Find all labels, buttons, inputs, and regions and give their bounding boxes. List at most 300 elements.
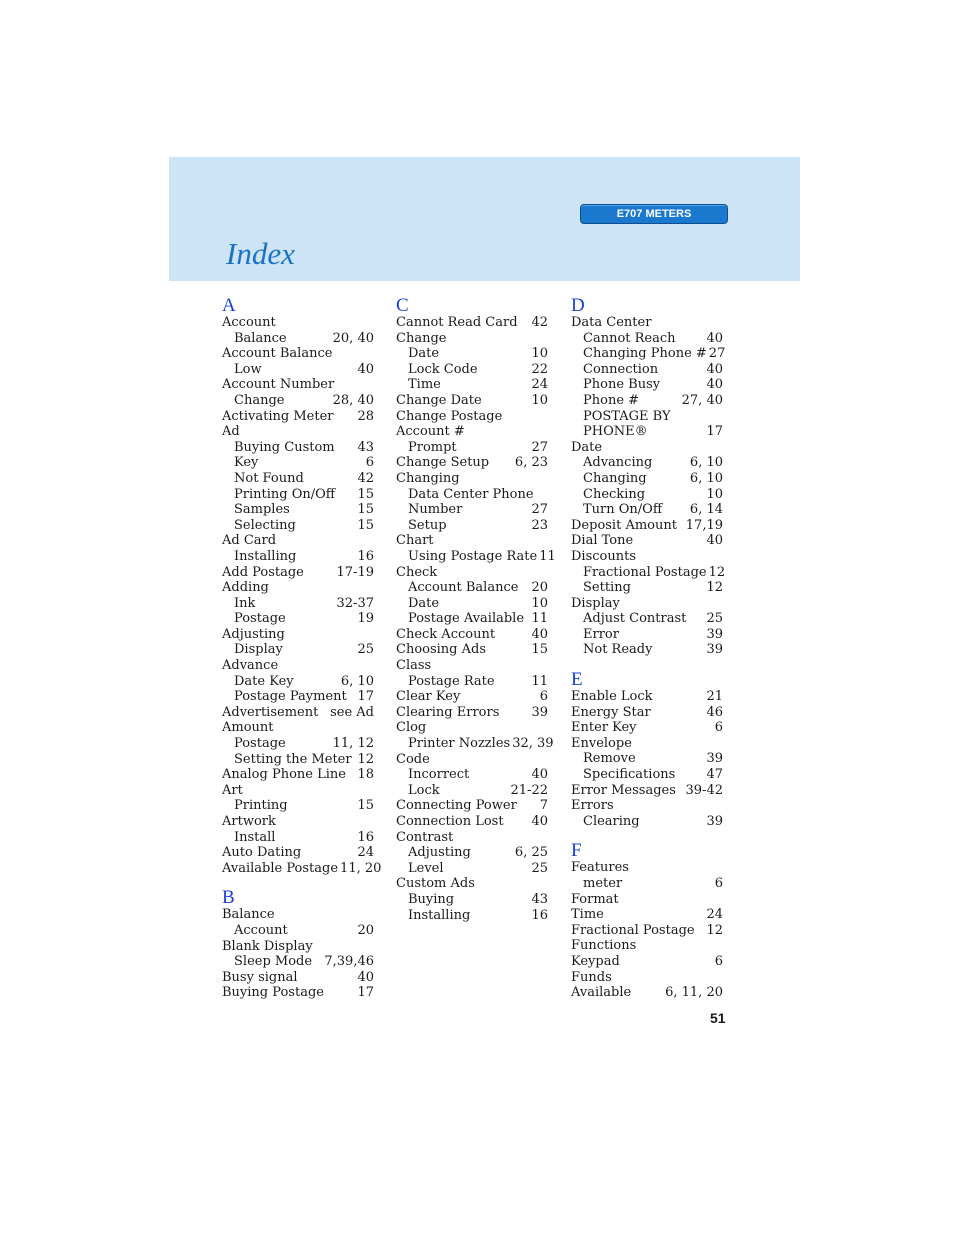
entry-page-ref: 16 xyxy=(357,829,374,845)
entry-page-ref: 7 xyxy=(539,798,548,814)
entry-term: Printer Nozzles xyxy=(408,736,511,752)
entry-page-ref: 11 xyxy=(539,548,556,564)
index-entry xyxy=(396,658,548,674)
index-entry xyxy=(222,970,374,986)
index-subentry xyxy=(396,487,548,503)
index-subentry xyxy=(396,440,548,456)
entry-page-ref: 20, 40 xyxy=(332,330,374,346)
entry-term: Balance xyxy=(234,330,287,346)
entry-term: Chart xyxy=(396,533,434,549)
entry-term: Postage Payment xyxy=(234,689,347,705)
index-entry xyxy=(396,565,548,581)
entry-page-ref xyxy=(372,315,374,331)
entry-page-ref: 40 xyxy=(706,330,723,346)
entry-term: Installing xyxy=(234,548,297,564)
entry-page-ref xyxy=(721,860,723,876)
entry-page-ref: 39 xyxy=(706,813,723,829)
section-letter: B xyxy=(222,887,235,909)
entry-page-ref: 12 xyxy=(706,580,723,596)
index-subentry xyxy=(571,331,723,347)
index-entry xyxy=(571,549,723,565)
index-entry xyxy=(571,689,723,705)
index-subentry xyxy=(396,362,548,378)
index-subentry xyxy=(222,689,374,705)
index-subentry xyxy=(222,440,374,456)
entry-term: Envelope xyxy=(571,735,632,751)
entry-term: Postage xyxy=(234,736,286,752)
index-entry xyxy=(222,658,374,674)
entry-page-ref: 15 xyxy=(357,517,374,533)
entry-term: Using Postage Rate xyxy=(408,548,538,564)
entry-term: Errors xyxy=(571,798,614,814)
index-entry xyxy=(222,907,374,923)
index-entry xyxy=(571,720,723,736)
entry-term: Analog Phone Line xyxy=(222,767,346,783)
entry-term: Advancing xyxy=(583,455,653,471)
index-entry xyxy=(571,860,723,876)
index-subentry xyxy=(396,892,548,908)
entry-term: Blank Display xyxy=(222,938,313,954)
entry-page-ref: 17 xyxy=(706,424,723,440)
entry-term: Ad Card xyxy=(222,533,277,549)
entry-page-ref xyxy=(546,565,548,581)
entry-term: Account xyxy=(234,922,288,938)
entry-page-ref xyxy=(372,907,374,923)
index-entry xyxy=(396,720,548,736)
entry-page-ref: 6 xyxy=(714,876,723,891)
entry-page-ref: 40 xyxy=(706,361,723,377)
entry-term: Cannot Reach xyxy=(583,330,676,346)
entry-term: Turn On/Off xyxy=(583,502,663,518)
entry-page-ref: 6 xyxy=(714,953,723,969)
index-subentry xyxy=(222,642,374,658)
entry-term: Adjusting xyxy=(408,845,471,861)
index-subentry xyxy=(571,362,723,378)
entry-term: Time xyxy=(571,907,604,923)
entry-term: meter xyxy=(583,876,623,891)
entry-page-ref: 28 xyxy=(357,408,374,424)
index-subentry xyxy=(396,908,548,924)
entry-page-ref: 25 xyxy=(706,611,723,627)
index-entry xyxy=(222,346,374,362)
entry-term: Clearing Errors xyxy=(396,704,500,720)
entry-page-ref: 12 xyxy=(357,751,374,767)
entry-page-ref: 39 xyxy=(706,751,723,767)
section-letter: D xyxy=(571,295,585,316)
entry-term: Format xyxy=(571,891,619,907)
index-subentry xyxy=(571,580,723,596)
entry-page-ref: 6, 14 xyxy=(689,502,723,518)
entry-page-ref: 27, 40 xyxy=(681,392,723,408)
index-entry xyxy=(396,455,548,471)
entry-term: Energy Star xyxy=(571,704,651,720)
entry-page-ref: 28, 40 xyxy=(332,392,374,408)
entry-page-ref xyxy=(546,830,548,846)
section-letter: E xyxy=(571,669,583,691)
entry-term: Key xyxy=(234,455,259,471)
index-subentry xyxy=(222,518,374,534)
entry-page-ref xyxy=(372,658,374,674)
entry-page-ref xyxy=(546,424,548,440)
entry-page-ref: 6, 10 xyxy=(689,455,723,471)
entry-page-ref: 17 xyxy=(357,985,374,1001)
index-entry xyxy=(396,627,548,643)
entry-term: Phone Busy xyxy=(583,377,661,393)
index-entry xyxy=(222,377,374,393)
entry-term: Adjust Contrast xyxy=(583,611,687,627)
index-subentry xyxy=(571,377,723,393)
index-entry xyxy=(571,938,723,954)
index-entry xyxy=(571,954,723,970)
entry-term: Date Key xyxy=(234,673,294,689)
entry-term: Time xyxy=(408,377,441,393)
entry-term: Adjusting xyxy=(222,626,285,642)
entry-page-ref: 15 xyxy=(357,798,374,814)
entry-page-ref: 47 xyxy=(706,767,723,783)
index-entry xyxy=(571,798,723,814)
index-entry xyxy=(396,705,548,721)
entry-page-ref: 7,39,46 xyxy=(324,954,374,970)
entry-term: Choosing Ads xyxy=(396,642,487,658)
entry-term: Discounts xyxy=(571,548,636,564)
product-badge: E707 METERS xyxy=(580,204,728,224)
entry-term: Advertisement xyxy=(222,704,319,720)
index-entry xyxy=(222,720,374,736)
index-subentry xyxy=(222,674,374,690)
index-entry xyxy=(396,471,548,487)
entry-page-ref: 12 xyxy=(708,564,726,580)
entry-page-ref xyxy=(372,814,374,830)
index-subentry xyxy=(222,596,374,612)
entry-page-ref: 43 xyxy=(531,891,548,907)
entry-term: Date xyxy=(408,595,440,611)
index-subentry xyxy=(396,736,554,752)
entry-term: Keypad xyxy=(571,953,620,969)
index-entry xyxy=(396,689,548,705)
entry-term: Add Postage xyxy=(222,564,304,580)
entry-term: Lock xyxy=(408,782,440,798)
index-subentry xyxy=(571,627,723,643)
entry-term: Dial Tone xyxy=(571,533,634,549)
entry-page-ref: 39-42 xyxy=(685,782,723,798)
entry-page-ref: 11, 20 xyxy=(340,860,382,876)
entry-term: Contrast xyxy=(396,829,454,845)
entry-page-ref: 20 xyxy=(357,922,374,938)
entry-page-ref: 20 xyxy=(531,580,548,596)
index-entry xyxy=(396,331,548,347)
entry-term: Deposit Amount xyxy=(571,517,677,533)
index-entry xyxy=(571,970,723,986)
entry-term: Auto Dating xyxy=(222,845,302,861)
index-subentry xyxy=(571,876,723,892)
entry-term: Printing On/Off xyxy=(234,486,336,502)
entry-term: Low xyxy=(234,361,262,377)
entry-term: Changing xyxy=(583,470,647,486)
index-entry xyxy=(222,767,374,783)
entry-page-ref: 21-22 xyxy=(510,782,548,798)
entry-term: Busy signal xyxy=(222,969,298,985)
entry-term: Buying Custom xyxy=(234,439,335,455)
index-subentry xyxy=(222,331,374,347)
entry-page-ref xyxy=(372,720,374,736)
entry-page-ref: 6, 10 xyxy=(340,673,374,689)
entry-term: Account xyxy=(222,315,276,330)
entry-page-ref xyxy=(546,487,548,503)
index-subentry xyxy=(222,393,374,409)
index-subentry xyxy=(571,611,723,627)
entry-term: Error Messages xyxy=(571,782,676,798)
index-subentry xyxy=(396,346,548,362)
index-entry xyxy=(396,533,548,549)
index-entry xyxy=(571,440,723,456)
index-entry xyxy=(396,424,548,440)
section-letter: C xyxy=(396,295,409,316)
entry-term: Incorrect xyxy=(408,767,470,783)
index-subentry xyxy=(571,564,726,581)
entry-page-ref xyxy=(721,409,723,425)
index-subentry xyxy=(571,346,726,362)
index-subentry xyxy=(396,767,548,783)
index-subentry xyxy=(396,518,548,534)
entry-term: Postage Available xyxy=(408,611,525,627)
index-entry xyxy=(571,783,723,799)
index-subentry xyxy=(222,455,374,471)
entry-term: Custom Ads xyxy=(396,876,475,892)
entry-page-ref: 6 xyxy=(539,689,548,705)
entry-term: Funds xyxy=(571,969,612,985)
entry-page-ref: 40 xyxy=(531,814,548,829)
index-entry xyxy=(396,315,548,331)
entry-term: Display xyxy=(234,642,283,658)
index-entry xyxy=(222,565,374,581)
entry-page-ref xyxy=(546,752,548,768)
entry-term: Buying xyxy=(408,891,455,907)
index-subentry xyxy=(222,736,374,752)
index-subentry xyxy=(396,596,548,612)
entry-page-ref xyxy=(546,331,548,347)
entry-term: Account Balance xyxy=(222,346,333,362)
entry-term: Specifications xyxy=(583,767,676,783)
entry-page-ref: 40 xyxy=(531,626,548,642)
index-entry xyxy=(222,424,374,440)
index-subentry xyxy=(571,642,723,658)
entry-page-ref xyxy=(372,627,374,643)
page-number: 51 xyxy=(710,1010,726,1026)
entry-term: Prompt xyxy=(408,439,457,455)
index-entry xyxy=(571,315,723,331)
entry-page-ref: 19 xyxy=(357,611,374,627)
index-entry xyxy=(222,705,374,721)
entry-term: Enter Key xyxy=(571,720,637,736)
entry-page-ref: 40 xyxy=(357,969,374,985)
entry-term: Account # xyxy=(396,424,465,440)
entry-page-ref: 6, 23 xyxy=(514,455,548,471)
index-entry xyxy=(396,642,548,658)
entry-page-ref: 39 xyxy=(706,626,723,642)
entry-term: Art xyxy=(222,782,243,798)
index-entry xyxy=(571,985,723,1001)
entry-term: Clear Key xyxy=(396,689,461,705)
index-subentry xyxy=(222,798,374,814)
entry-term: Fractional Postage xyxy=(583,564,707,580)
entry-page-ref: 15 xyxy=(531,642,548,658)
index-entry xyxy=(222,814,374,830)
index-subentry xyxy=(222,502,374,518)
entry-term: Amount xyxy=(222,720,274,736)
entry-page-ref: 15 xyxy=(357,502,374,518)
entry-page-ref: 43 xyxy=(357,439,374,455)
entry-term: Adding xyxy=(222,580,269,596)
entry-term: Clearing xyxy=(583,813,640,829)
index-subentry xyxy=(222,549,374,565)
entry-page-ref xyxy=(721,970,723,986)
entry-term: Error xyxy=(583,626,619,642)
entry-page-ref: 12 xyxy=(706,922,723,938)
index-column-1 xyxy=(222,295,382,1001)
index-entry xyxy=(396,409,548,425)
entry-term: Advance xyxy=(222,658,279,674)
entry-term: Checking xyxy=(583,486,646,502)
index-subentry xyxy=(571,814,723,830)
entry-page-ref: 11 xyxy=(531,673,548,689)
index-entry xyxy=(222,845,374,861)
index-subentry xyxy=(222,471,374,487)
entry-page-ref: 40 xyxy=(357,361,374,377)
entry-page-ref xyxy=(372,580,374,596)
entry-page-ref: 40 xyxy=(706,377,723,393)
entry-term: Change Date xyxy=(396,392,482,408)
entry-page-ref: 42 xyxy=(357,470,374,486)
index-entry xyxy=(571,892,723,908)
entry-page-ref xyxy=(546,471,548,487)
entry-page-ref: 17,19 xyxy=(685,517,723,533)
entry-page-ref xyxy=(372,346,374,362)
entry-page-ref xyxy=(721,938,723,954)
index-entry xyxy=(222,533,374,549)
entry-page-ref: 25 xyxy=(531,860,548,876)
entry-page-ref: 6, 10 xyxy=(689,470,723,486)
entry-term: Connecting Power xyxy=(396,798,517,814)
entry-page-ref: 16 xyxy=(357,548,374,564)
entry-page-ref xyxy=(546,658,548,674)
index-entry xyxy=(571,907,723,923)
index-entry xyxy=(571,705,723,721)
entry-page-ref: 25 xyxy=(357,642,374,658)
entry-term: Code xyxy=(396,751,430,767)
entry-term: Available Postage xyxy=(222,860,339,876)
entry-page-ref xyxy=(721,549,723,565)
index-entry xyxy=(571,533,723,549)
entry-term: PHONE® xyxy=(583,424,648,440)
entry-page-ref: 6 xyxy=(365,455,374,471)
entry-page-ref: 18 xyxy=(357,767,374,783)
index-subentry xyxy=(396,611,548,627)
entry-term: Display xyxy=(571,595,620,611)
entry-page-ref: 24 xyxy=(531,377,548,393)
index-subentry xyxy=(396,377,548,393)
entry-page-ref: 39 xyxy=(531,704,548,720)
entry-page-ref: 46 xyxy=(706,704,723,720)
index-subentry xyxy=(222,611,374,627)
index-subentry xyxy=(571,767,723,783)
index-entry xyxy=(396,752,548,768)
entry-page-ref: 16 xyxy=(531,907,548,923)
entry-term: Setting the Meter xyxy=(234,751,352,767)
entry-term: Buying Postage xyxy=(222,985,324,1001)
entry-page-ref xyxy=(721,892,723,908)
entry-page-ref: 27 xyxy=(531,439,548,455)
index-subentry xyxy=(571,409,723,425)
index-subentry xyxy=(396,548,556,565)
entry-page-ref: 6, 11, 20 xyxy=(665,985,723,1001)
index-entry xyxy=(571,518,723,534)
entry-page-ref: 17-19 xyxy=(336,564,374,580)
index-entry xyxy=(571,596,723,612)
entry-term: Check xyxy=(396,564,438,580)
entry-page-ref: 32, 39 xyxy=(512,736,554,752)
index-subentry xyxy=(571,393,723,409)
entry-term: Enable Lock xyxy=(571,689,653,705)
index-entry xyxy=(396,393,548,409)
entry-term: Functions xyxy=(571,938,637,954)
index-subentry xyxy=(396,783,548,799)
entry-page-ref: 10 xyxy=(531,392,548,408)
entry-term: Balance xyxy=(222,907,275,923)
index-subentry xyxy=(396,580,548,596)
entry-page-ref: 10 xyxy=(531,595,548,611)
entry-page-ref xyxy=(372,939,374,955)
entry-term: Not Ready xyxy=(583,642,653,658)
index-subentry xyxy=(571,502,723,518)
index-entry xyxy=(222,939,374,955)
entry-term: Activating Meter xyxy=(222,408,334,424)
entry-term: Artwork xyxy=(222,814,276,829)
index-subentry xyxy=(571,424,723,440)
entry-term: Date xyxy=(408,346,440,362)
entry-term: Postage Rate xyxy=(408,673,495,689)
section-letter: F xyxy=(571,840,582,862)
entry-page-ref: 6 xyxy=(714,720,723,736)
index-entry xyxy=(222,580,374,596)
entry-term: Lock Code xyxy=(408,361,478,377)
entry-term: Check Account xyxy=(396,626,496,642)
entry-term: Postage xyxy=(234,611,286,627)
entry-term: Installing xyxy=(408,907,471,923)
entry-term: Data Center Phone xyxy=(408,486,534,502)
entry-term: Change xyxy=(234,392,285,408)
entry-term: Ad xyxy=(222,424,240,440)
entry-page-ref xyxy=(372,783,374,799)
entry-page-ref: 17 xyxy=(357,689,374,705)
index-entry xyxy=(222,783,374,799)
entry-page-ref xyxy=(721,596,723,612)
entry-page-ref xyxy=(721,315,723,331)
entry-term: Account Number xyxy=(222,377,335,393)
index-entry xyxy=(571,923,723,939)
entry-page-ref: 11, 12 xyxy=(332,736,374,752)
entry-page-ref xyxy=(372,377,374,393)
index-entry xyxy=(222,985,374,1001)
entry-term: Not Found xyxy=(234,470,304,486)
entry-page-ref xyxy=(546,409,548,425)
index-entry xyxy=(222,409,374,425)
entry-term: Class xyxy=(396,658,432,674)
entry-page-ref: 10 xyxy=(531,346,548,362)
entry-page-ref xyxy=(372,424,374,440)
entry-page-ref: 10 xyxy=(706,486,723,502)
entry-page-ref xyxy=(721,798,723,814)
entry-term: Available xyxy=(571,985,632,1001)
